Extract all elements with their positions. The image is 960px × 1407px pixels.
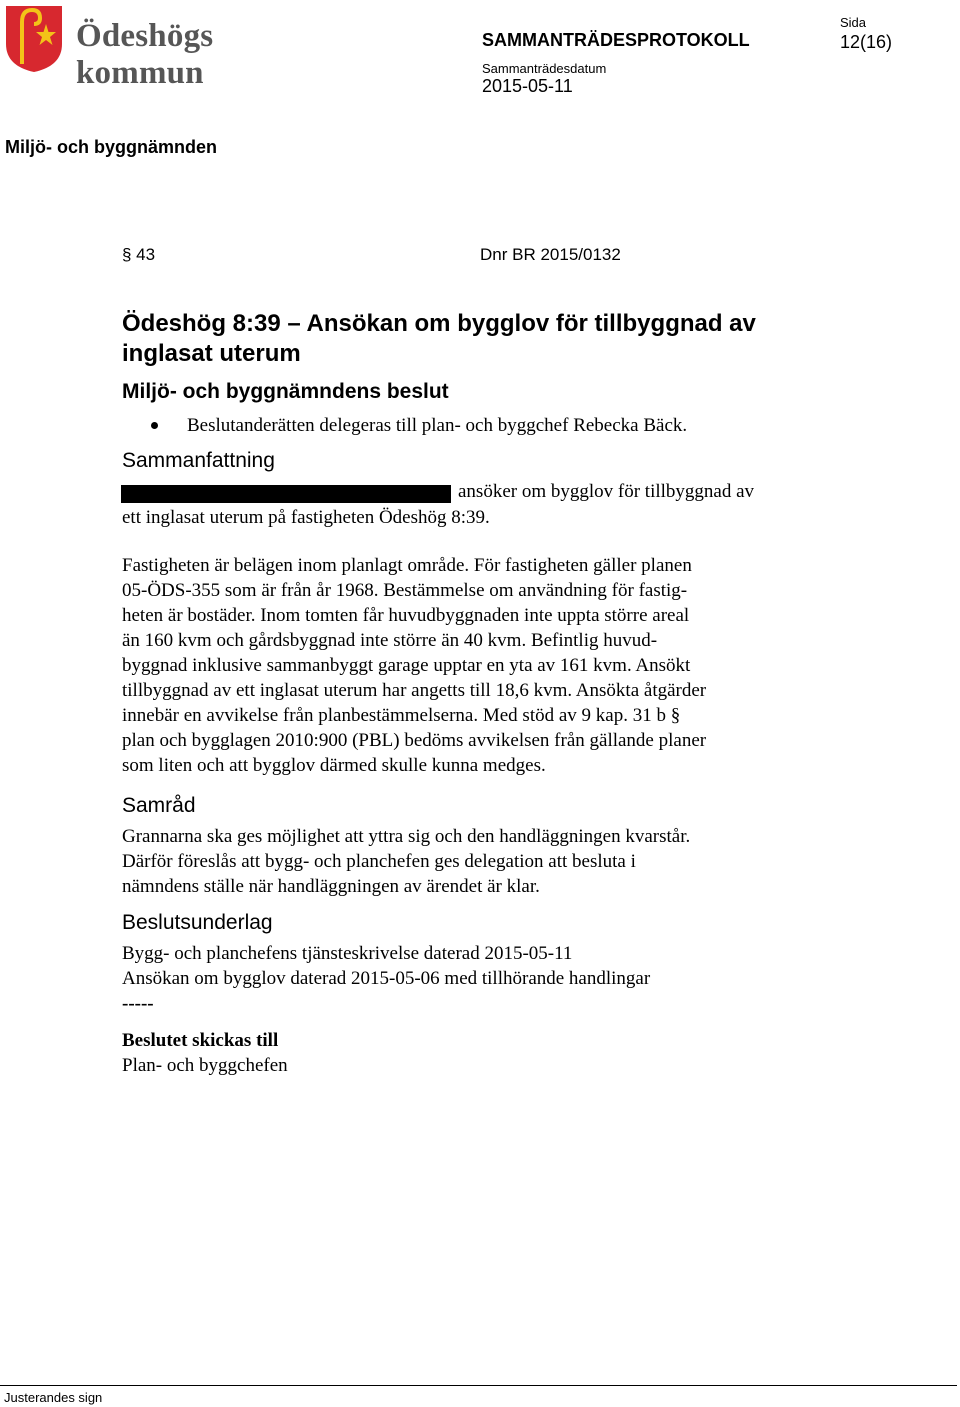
paragraph-number: § 43: [122, 245, 156, 264]
summary-line: byggnad inklusive sammanbyggt garage upptar en yta av 161 kvm. Ansökt: [122, 655, 691, 676]
decision-heading: Miljö- och byggnämndens beslut: [122, 380, 449, 403]
separator: -----: [122, 993, 154, 1014]
summary-line: som liten och att bygglov därmed skulle kunna medges.: [122, 755, 546, 776]
consultation-line: Därför föreslås att bygg- och planchefen ges delegation att besluta i: [122, 851, 636, 872]
redacted-applicant: [121, 485, 451, 503]
summary-line: tillbyggnad av ett inglasat uterum har angetts till 18,6 kvm. Ansökta åtgärder: [122, 680, 707, 701]
basis-document: Ansökan om bygglov daterad 2015-05-06 med tillhörande handlingar: [122, 968, 651, 989]
basis-document: Bygg- och planchefens tjänsteskrivelse daterad 2015-05-11: [122, 943, 573, 964]
decision-text: Beslutanderätten delegeras till plan- och byggchef Rebecka Bäck.: [187, 415, 688, 436]
summary-line: ansöker om bygglov för tillbyggnad av: [458, 481, 755, 502]
summary-line: innebär en avvikelse från planbestämmelserna. Med stöd av 9 kap. 31 b §: [122, 705, 681, 726]
meeting-date: 2015-05-11: [482, 76, 573, 96]
summary-line: ett inglasat uterum på fastigheten Ödeshög 8:39.: [122, 507, 490, 528]
summary-heading: Sammanfattning: [122, 449, 275, 472]
item-title-line: inglasat uterum: [122, 340, 301, 367]
summary-line: Fastigheten är belägen inom planlagt område. För fastigheten gäller planen: [122, 555, 692, 576]
footer-divider: [0, 1385, 957, 1386]
basis-heading: Beslutsunderlag: [122, 911, 273, 934]
municipality-logo: [4, 4, 344, 91]
case-number: Dnr BR 2015/0132: [480, 245, 621, 264]
consultation-heading: Samråd: [122, 794, 196, 817]
sent-to-heading: Beslutet skickas till: [122, 1030, 279, 1051]
summary-line: 05-ÖDS-355 som är från år 1968. Bestämmelse om användning för fastig-: [122, 580, 688, 601]
committee-name: Miljö- och byggnämnden: [5, 137, 217, 157]
consultation-line: Grannarna ska ges möjlighet att yttra sig och den handläggningen kvarstår.: [122, 826, 691, 847]
bullet-icon: [151, 422, 158, 429]
summary-line: än 160 kvm och gårdsbyggnad inte större än 40 kvm. Befintlig huvud-: [122, 630, 658, 651]
summary-line: plan och bygglagen 2010:900 (PBL) bedöms avvikelsen från gällande planer: [122, 730, 707, 751]
consultation-line: nämndens ställe när handläggningen av ärendet är klar.: [122, 876, 540, 897]
page-label: Sida: [840, 15, 867, 30]
item-title: [122, 309, 842, 369]
coat-of-arms-icon: [4, 4, 64, 74]
meeting-date-label: Sammanträdesdatum: [482, 61, 607, 76]
footer-signature-label: Justerandes sign: [4, 1390, 103, 1405]
item-title-line: Ödeshög 8:39 – Ansökan om bygglov för tillbyggnad av: [122, 310, 756, 337]
sent-to-recipient: Plan- och byggchefen: [122, 1055, 288, 1076]
summary-line: heten är bostäder. Inom tomten får huvudbyggnaden inte uppta större areal: [122, 605, 690, 626]
municipality-name: Ödeshögs kommun: [76, 18, 214, 91]
document-type: SAMMANTRÄDESPROTOKOLL: [482, 30, 750, 50]
page-number: 12(16): [840, 32, 893, 52]
